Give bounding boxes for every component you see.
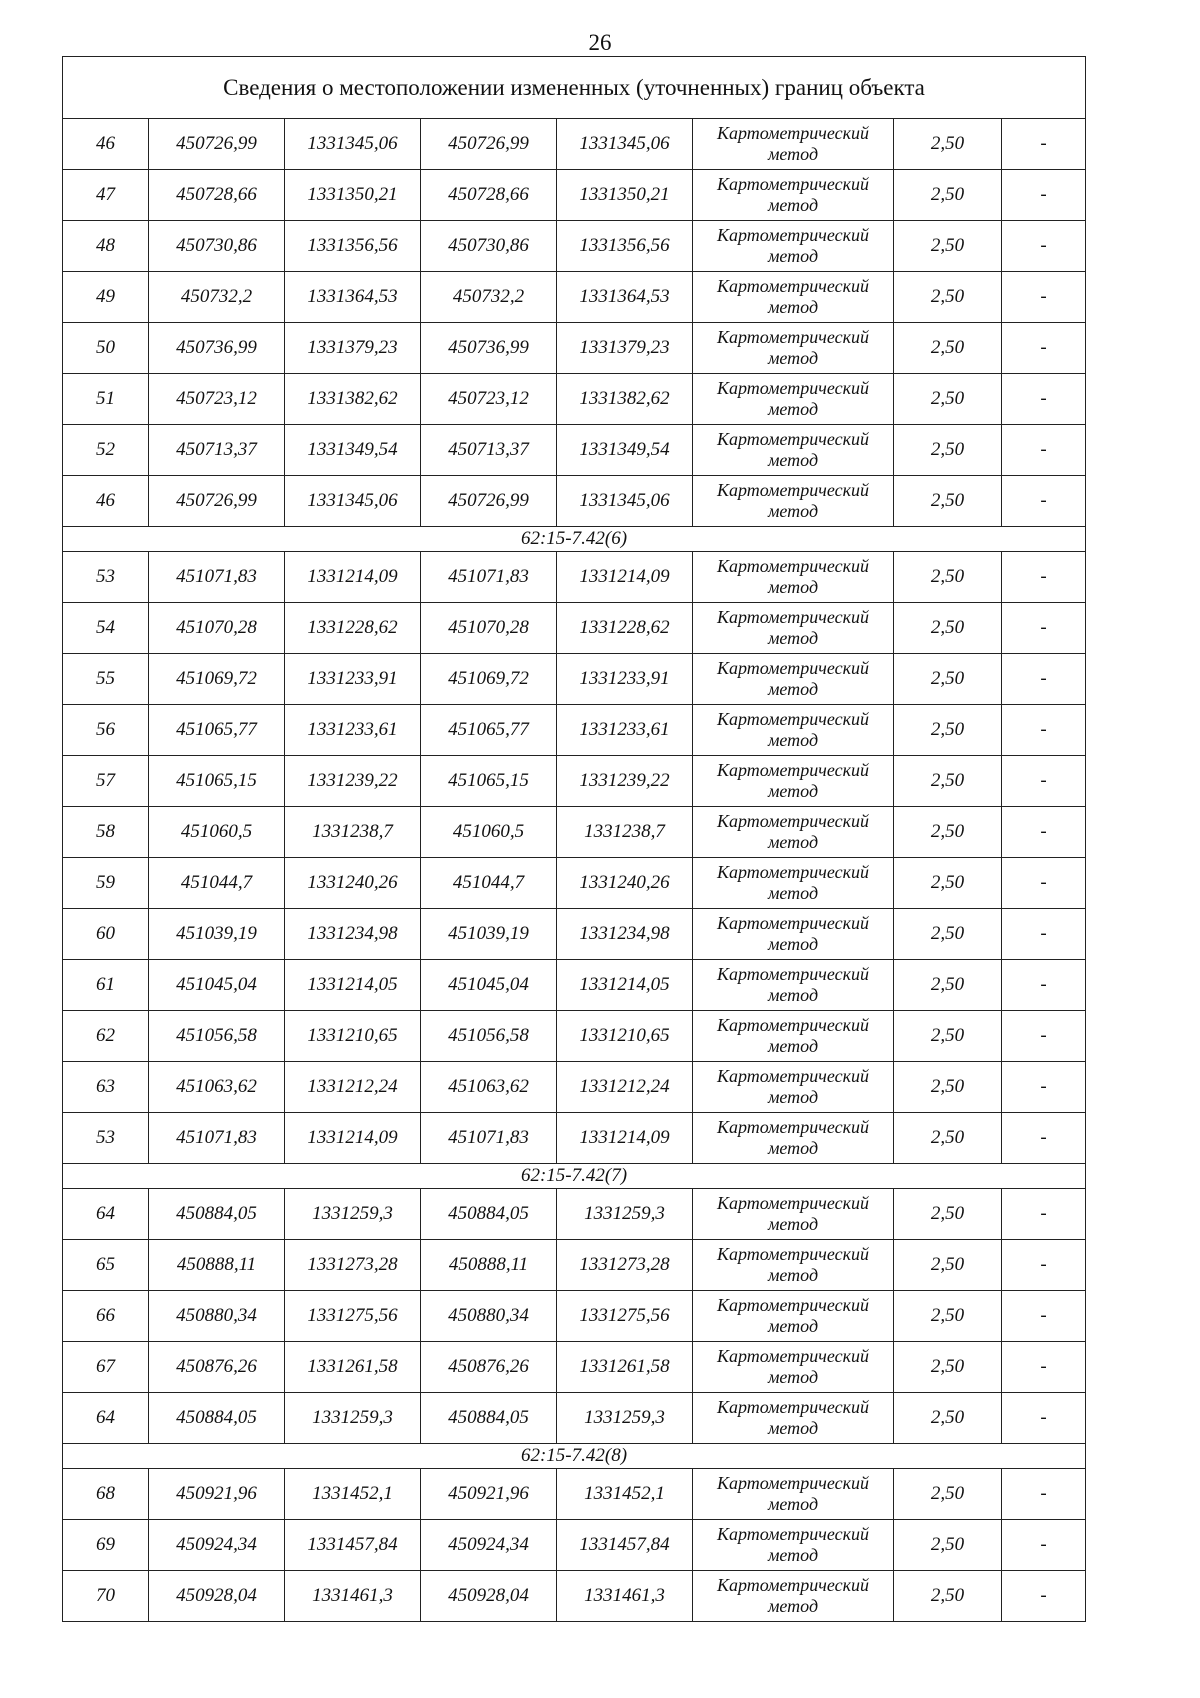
point-number-cell: 69: [63, 1520, 149, 1571]
y-existing-cell: 1331457,84: [285, 1520, 421, 1571]
y-existing-cell: 1331210,65: [285, 1011, 421, 1062]
y-refined-cell: 1331239,22: [557, 756, 693, 807]
x-existing-cell: 451039,19: [149, 909, 285, 960]
y-refined-cell: 1331452,1: [557, 1469, 693, 1520]
y-existing-cell: 1331214,09: [285, 1113, 421, 1164]
description-cell: -: [1002, 909, 1086, 960]
coordinates-table: [62, 56, 1086, 1622]
y-refined-cell: 1331275,56: [557, 1291, 693, 1342]
y-existing-cell: 1331345,06: [285, 476, 421, 527]
x-existing-cell: 451060,5: [149, 807, 285, 858]
y-refined-cell: 1331261,58: [557, 1342, 693, 1393]
x-existing-cell: 450928,04: [149, 1571, 285, 1622]
accuracy-cell: 2,50: [894, 170, 1002, 221]
accuracy-cell: 2,50: [894, 1520, 1002, 1571]
y-existing-cell: 1331228,62: [285, 603, 421, 654]
y-existing-cell: 1331240,26: [285, 858, 421, 909]
accuracy-cell: 2,50: [894, 756, 1002, 807]
description-cell: -: [1002, 1291, 1086, 1342]
description-cell: -: [1002, 1113, 1086, 1164]
y-refined-cell: 1331233,91: [557, 654, 693, 705]
x-existing-cell: 450726,99: [149, 476, 285, 527]
method-cell: Картометрический метод: [693, 170, 894, 221]
y-existing-cell: 1331452,1: [285, 1469, 421, 1520]
x-refined-cell: 450884,05: [421, 1189, 557, 1240]
description-cell: -: [1002, 654, 1086, 705]
table-row: [63, 1393, 1086, 1444]
x-existing-cell: 451044,7: [149, 858, 285, 909]
y-refined-cell: 1331214,09: [557, 1113, 693, 1164]
y-refined-cell: 1331350,21: [557, 170, 693, 221]
accuracy-cell: 2,50: [894, 1393, 1002, 1444]
x-refined-cell: 451039,19: [421, 909, 557, 960]
x-existing-cell: 451056,58: [149, 1011, 285, 1062]
x-refined-cell: 450728,66: [421, 170, 557, 221]
y-refined-cell: 1331210,65: [557, 1011, 693, 1062]
table-row: [63, 1011, 1086, 1062]
y-refined-cell: 1331233,61: [557, 705, 693, 756]
point-number-cell: 46: [63, 119, 149, 170]
y-existing-cell: 1331382,62: [285, 374, 421, 425]
point-number-cell: 64: [63, 1393, 149, 1444]
y-existing-cell: 1331379,23: [285, 323, 421, 374]
method-cell: Картометрический метод: [693, 1240, 894, 1291]
x-refined-cell: 451056,58: [421, 1011, 557, 1062]
y-existing-cell: 1331233,61: [285, 705, 421, 756]
description-cell: -: [1002, 1520, 1086, 1571]
y-refined-cell: 1331234,98: [557, 909, 693, 960]
method-cell: Картометрический метод: [693, 272, 894, 323]
x-existing-cell: 451071,83: [149, 1113, 285, 1164]
method-cell: Картометрический метод: [693, 119, 894, 170]
method-cell: Картометрический метод: [693, 909, 894, 960]
table-row: [63, 1342, 1086, 1393]
point-number-cell: 54: [63, 603, 149, 654]
point-number-cell: 66: [63, 1291, 149, 1342]
y-refined-cell: 1331379,23: [557, 323, 693, 374]
y-refined-cell: 1331382,62: [557, 374, 693, 425]
y-existing-cell: 1331261,58: [285, 1342, 421, 1393]
y-existing-cell: 1331233,91: [285, 654, 421, 705]
table-row: [63, 476, 1086, 527]
description-cell: -: [1002, 756, 1086, 807]
table-row: [63, 756, 1086, 807]
description-cell: -: [1002, 1062, 1086, 1113]
x-existing-cell: 450924,34: [149, 1520, 285, 1571]
point-number-cell: 52: [63, 425, 149, 476]
description-cell: -: [1002, 1469, 1086, 1520]
y-existing-cell: 1331239,22: [285, 756, 421, 807]
x-existing-cell: 450728,66: [149, 170, 285, 221]
x-existing-cell: 450723,12: [149, 374, 285, 425]
y-existing-cell: 1331214,05: [285, 960, 421, 1011]
y-existing-cell: 1331238,7: [285, 807, 421, 858]
x-refined-cell: 450726,99: [421, 476, 557, 527]
group-cadastral-number: 62:15-7.42(6): [63, 527, 1086, 552]
y-existing-cell: 1331349,54: [285, 425, 421, 476]
x-refined-cell: 451044,7: [421, 858, 557, 909]
table-row: [63, 1291, 1086, 1342]
table-title-row: [63, 57, 1086, 119]
point-number-cell: 65: [63, 1240, 149, 1291]
x-existing-cell: 451069,72: [149, 654, 285, 705]
x-refined-cell: 450928,04: [421, 1571, 557, 1622]
accuracy-cell: 2,50: [894, 1571, 1002, 1622]
method-cell: Картометрический метод: [693, 221, 894, 272]
group-header-row: [63, 1164, 1086, 1189]
table-row: [63, 1189, 1086, 1240]
accuracy-cell: 2,50: [894, 1291, 1002, 1342]
x-existing-cell: 450880,34: [149, 1291, 285, 1342]
x-refined-cell: 450880,34: [421, 1291, 557, 1342]
x-refined-cell: 450730,86: [421, 221, 557, 272]
y-refined-cell: 1331214,09: [557, 552, 693, 603]
accuracy-cell: 2,50: [894, 221, 1002, 272]
point-number-cell: 64: [63, 1189, 149, 1240]
point-number-cell: 58: [63, 807, 149, 858]
page-number: 26: [588, 30, 612, 55]
point-number-cell: 55: [63, 654, 149, 705]
table-row: [63, 552, 1086, 603]
method-cell: Картометрический метод: [693, 603, 894, 654]
point-number-cell: 47: [63, 170, 149, 221]
accuracy-cell: 2,50: [894, 374, 1002, 425]
method-cell: Картометрический метод: [693, 1571, 894, 1622]
accuracy-cell: 2,50: [894, 272, 1002, 323]
table-row: [63, 425, 1086, 476]
method-cell: Картометрический метод: [693, 1469, 894, 1520]
y-refined-cell: 1331238,7: [557, 807, 693, 858]
description-cell: -: [1002, 807, 1086, 858]
point-number-cell: 70: [63, 1571, 149, 1622]
x-existing-cell: 451070,28: [149, 603, 285, 654]
description-cell: -: [1002, 858, 1086, 909]
point-number-cell: 57: [63, 756, 149, 807]
description-cell: -: [1002, 1189, 1086, 1240]
accuracy-cell: 2,50: [894, 654, 1002, 705]
description-cell: -: [1002, 1393, 1086, 1444]
x-refined-cell: 450924,34: [421, 1520, 557, 1571]
table-row: [63, 374, 1086, 425]
description-cell: -: [1002, 1240, 1086, 1291]
method-cell: Картометрический метод: [693, 323, 894, 374]
accuracy-cell: 2,50: [894, 1189, 1002, 1240]
accuracy-cell: 2,50: [894, 1469, 1002, 1520]
x-existing-cell: 450884,05: [149, 1189, 285, 1240]
y-refined-cell: 1331273,28: [557, 1240, 693, 1291]
y-refined-cell: 1331349,54: [557, 425, 693, 476]
y-refined-cell: 1331259,3: [557, 1393, 693, 1444]
table-row: [63, 909, 1086, 960]
point-number-cell: 51: [63, 374, 149, 425]
x-refined-cell: 450726,99: [421, 119, 557, 170]
x-existing-cell: 450713,37: [149, 425, 285, 476]
table-row: [63, 603, 1086, 654]
x-refined-cell: 450713,37: [421, 425, 557, 476]
group-header-row: [63, 1444, 1086, 1469]
method-cell: Картометрический метод: [693, 1011, 894, 1062]
y-existing-cell: 1331275,56: [285, 1291, 421, 1342]
table-row: [63, 807, 1086, 858]
description-cell: -: [1002, 960, 1086, 1011]
x-refined-cell: 450921,96: [421, 1469, 557, 1520]
x-refined-cell: 450732,2: [421, 272, 557, 323]
point-number-cell: 53: [63, 552, 149, 603]
table-row: [63, 960, 1086, 1011]
method-cell: Картометрический метод: [693, 1113, 894, 1164]
y-refined-cell: 1331345,06: [557, 476, 693, 527]
x-refined-cell: 451071,83: [421, 1113, 557, 1164]
method-cell: Картометрический метод: [693, 1342, 894, 1393]
x-refined-cell: 450888,11: [421, 1240, 557, 1291]
description-cell: -: [1002, 425, 1086, 476]
x-existing-cell: 450736,99: [149, 323, 285, 374]
y-existing-cell: 1331461,3: [285, 1571, 421, 1622]
method-cell: Картометрический метод: [693, 1291, 894, 1342]
table-row: [63, 654, 1086, 705]
method-cell: Картометрический метод: [693, 1062, 894, 1113]
description-cell: -: [1002, 705, 1086, 756]
y-existing-cell: 1331234,98: [285, 909, 421, 960]
x-existing-cell: 450884,05: [149, 1393, 285, 1444]
y-refined-cell: 1331457,84: [557, 1520, 693, 1571]
point-number-cell: 67: [63, 1342, 149, 1393]
x-refined-cell: 451065,77: [421, 705, 557, 756]
x-existing-cell: 450726,99: [149, 119, 285, 170]
method-cell: Картометрический метод: [693, 705, 894, 756]
point-number-cell: 50: [63, 323, 149, 374]
table-row: [63, 323, 1086, 374]
accuracy-cell: 2,50: [894, 552, 1002, 603]
description-cell: -: [1002, 323, 1086, 374]
method-cell: Картометрический метод: [693, 1393, 894, 1444]
y-refined-cell: 1331214,05: [557, 960, 693, 1011]
x-existing-cell: 450732,2: [149, 272, 285, 323]
description-cell: -: [1002, 170, 1086, 221]
y-existing-cell: 1331214,09: [285, 552, 421, 603]
method-cell: Картометрический метод: [693, 960, 894, 1011]
table-row: [63, 858, 1086, 909]
x-refined-cell: 451065,15: [421, 756, 557, 807]
description-cell: -: [1002, 1011, 1086, 1062]
x-refined-cell: 450884,05: [421, 1393, 557, 1444]
method-cell: Картометрический метод: [693, 807, 894, 858]
y-refined-cell: 1331228,62: [557, 603, 693, 654]
y-existing-cell: 1331259,3: [285, 1393, 421, 1444]
table-title: Сведения о местоположении измененных (уточненных) границ объекта: [63, 57, 1086, 119]
table-row: [63, 1571, 1086, 1622]
description-cell: -: [1002, 374, 1086, 425]
accuracy-cell: 2,50: [894, 603, 1002, 654]
y-existing-cell: 1331259,3: [285, 1189, 421, 1240]
group-header-row: [63, 527, 1086, 552]
y-refined-cell: 1331212,24: [557, 1062, 693, 1113]
method-cell: Картометрический метод: [693, 425, 894, 476]
table-row: [63, 119, 1086, 170]
y-existing-cell: 1331212,24: [285, 1062, 421, 1113]
y-refined-cell: 1331356,56: [557, 221, 693, 272]
point-number-cell: 62: [63, 1011, 149, 1062]
table-row: [63, 170, 1086, 221]
method-cell: Картометрический метод: [693, 374, 894, 425]
table-row: [63, 1113, 1086, 1164]
y-existing-cell: 1331364,53: [285, 272, 421, 323]
accuracy-cell: 2,50: [894, 858, 1002, 909]
point-number-cell: 53: [63, 1113, 149, 1164]
y-existing-cell: 1331356,56: [285, 221, 421, 272]
x-existing-cell: 450921,96: [149, 1469, 285, 1520]
table-row: [63, 1240, 1086, 1291]
table-row: [63, 221, 1086, 272]
point-number-cell: 46: [63, 476, 149, 527]
accuracy-cell: 2,50: [894, 323, 1002, 374]
accuracy-cell: 2,50: [894, 1011, 1002, 1062]
method-cell: Картометрический метод: [693, 756, 894, 807]
method-cell: Картометрический метод: [693, 1189, 894, 1240]
accuracy-cell: 2,50: [894, 705, 1002, 756]
accuracy-cell: 2,50: [894, 119, 1002, 170]
method-cell: Картометрический метод: [693, 654, 894, 705]
accuracy-cell: 2,50: [894, 909, 1002, 960]
y-existing-cell: 1331350,21: [285, 170, 421, 221]
accuracy-cell: 2,50: [894, 1113, 1002, 1164]
description-cell: -: [1002, 476, 1086, 527]
x-existing-cell: 450888,11: [149, 1240, 285, 1291]
accuracy-cell: 2,50: [894, 1342, 1002, 1393]
description-cell: -: [1002, 1571, 1086, 1622]
description-cell: -: [1002, 552, 1086, 603]
point-number-cell: 56: [63, 705, 149, 756]
x-existing-cell: 451071,83: [149, 552, 285, 603]
table-row: [63, 1520, 1086, 1571]
x-refined-cell: 450736,99: [421, 323, 557, 374]
x-refined-cell: 451060,5: [421, 807, 557, 858]
x-existing-cell: 451065,77: [149, 705, 285, 756]
y-existing-cell: 1331345,06: [285, 119, 421, 170]
point-number-cell: 68: [63, 1469, 149, 1520]
group-cadastral-number: 62:15-7.42(8): [63, 1444, 1086, 1469]
accuracy-cell: 2,50: [894, 960, 1002, 1011]
x-existing-cell: 451065,15: [149, 756, 285, 807]
method-cell: Картометрический метод: [693, 476, 894, 527]
y-refined-cell: 1331364,53: [557, 272, 693, 323]
table-row: [63, 1469, 1086, 1520]
y-refined-cell: 1331240,26: [557, 858, 693, 909]
point-number-cell: 49: [63, 272, 149, 323]
x-refined-cell: 450723,12: [421, 374, 557, 425]
y-refined-cell: 1331345,06: [557, 119, 693, 170]
description-cell: -: [1002, 119, 1086, 170]
accuracy-cell: 2,50: [894, 476, 1002, 527]
x-existing-cell: 451063,62: [149, 1062, 285, 1113]
x-existing-cell: 450876,26: [149, 1342, 285, 1393]
table-row: [63, 705, 1086, 756]
description-cell: -: [1002, 1342, 1086, 1393]
point-number-cell: 63: [63, 1062, 149, 1113]
table-row: [63, 272, 1086, 323]
group-cadastral-number: 62:15-7.42(7): [63, 1164, 1086, 1189]
point-number-cell: 60: [63, 909, 149, 960]
description-cell: -: [1002, 603, 1086, 654]
y-refined-cell: 1331259,3: [557, 1189, 693, 1240]
x-refined-cell: 450876,26: [421, 1342, 557, 1393]
description-cell: -: [1002, 272, 1086, 323]
accuracy-cell: 2,50: [894, 1062, 1002, 1113]
accuracy-cell: 2,50: [894, 425, 1002, 476]
point-number-cell: 59: [63, 858, 149, 909]
y-existing-cell: 1331273,28: [285, 1240, 421, 1291]
table-row: [63, 1062, 1086, 1113]
point-number-cell: 61: [63, 960, 149, 1011]
x-refined-cell: 451069,72: [421, 654, 557, 705]
point-number-cell: 48: [63, 221, 149, 272]
x-refined-cell: 451045,04: [421, 960, 557, 1011]
description-cell: -: [1002, 221, 1086, 272]
x-existing-cell: 450730,86: [149, 221, 285, 272]
x-existing-cell: 451045,04: [149, 960, 285, 1011]
accuracy-cell: 2,50: [894, 1240, 1002, 1291]
method-cell: Картометрический метод: [693, 552, 894, 603]
y-refined-cell: 1331461,3: [557, 1571, 693, 1622]
x-refined-cell: 451071,83: [421, 552, 557, 603]
x-refined-cell: 451063,62: [421, 1062, 557, 1113]
method-cell: Картометрический метод: [693, 858, 894, 909]
accuracy-cell: 2,50: [894, 807, 1002, 858]
x-refined-cell: 451070,28: [421, 603, 557, 654]
method-cell: Картометрический метод: [693, 1520, 894, 1571]
